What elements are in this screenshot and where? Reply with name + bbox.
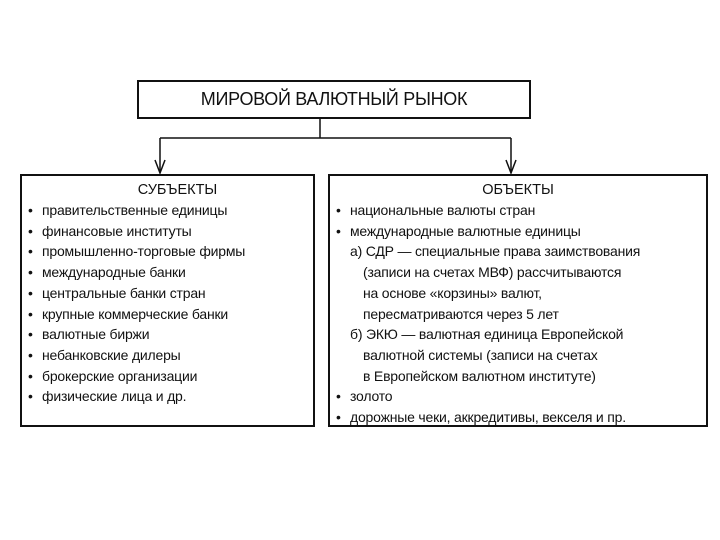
diagram-title: МИРОВОЙ ВАЛЮТНЫЙ РЫНОК [200,89,468,109]
sub-item-a: а) СДР — специальные права заимствования [350,243,641,260]
sub-item-a-cont: на основе «корзины» валют, [363,284,542,301]
list-item: • центральные банки стран [28,283,313,304]
list-item: • физические лица и др. [28,386,313,407]
list-item: • финансовые институты [28,221,313,242]
list-item: • промышленно-торговые фирмы [28,241,313,262]
list-item: • небанковские дилеры [28,345,313,366]
subjects-header: СУБЪЕКТЫ [137,182,218,198]
list-item: • золото [336,386,706,407]
subjects-box [20,174,315,427]
title-box [137,80,531,119]
objects-box [328,174,708,427]
sub-item-b: б) ЭКЮ — валютная единица Европейской [350,326,624,343]
list-item: • международные валютные единицы [336,221,706,242]
list-item: • дорожные чеки, аккредитивы, векселя и пр. [336,407,706,428]
list-item: • брокерские организации [28,366,313,387]
list-item: • крупные коммерческие банки [28,304,313,325]
sub-item-a-cont: (записи на счетах МВФ) рассчитываются [363,264,622,281]
list-item: • правительственные единицы [28,200,313,221]
list-item: • международные банки [28,262,313,283]
objects-header: ОБЪЕКТЫ [482,182,554,198]
list-item: • национальные валюты стран [336,200,706,221]
list-item: • валютные биржи [28,324,313,345]
sub-item-b-cont: в Европейском валютном институте) [363,367,596,384]
sub-item-a-cont: пересматриваются через 5 лет [363,305,559,322]
objects-list [330,200,706,428]
subjects-list [22,200,313,407]
sub-item-b-cont: валютной системы (записи на счетах [363,346,598,363]
